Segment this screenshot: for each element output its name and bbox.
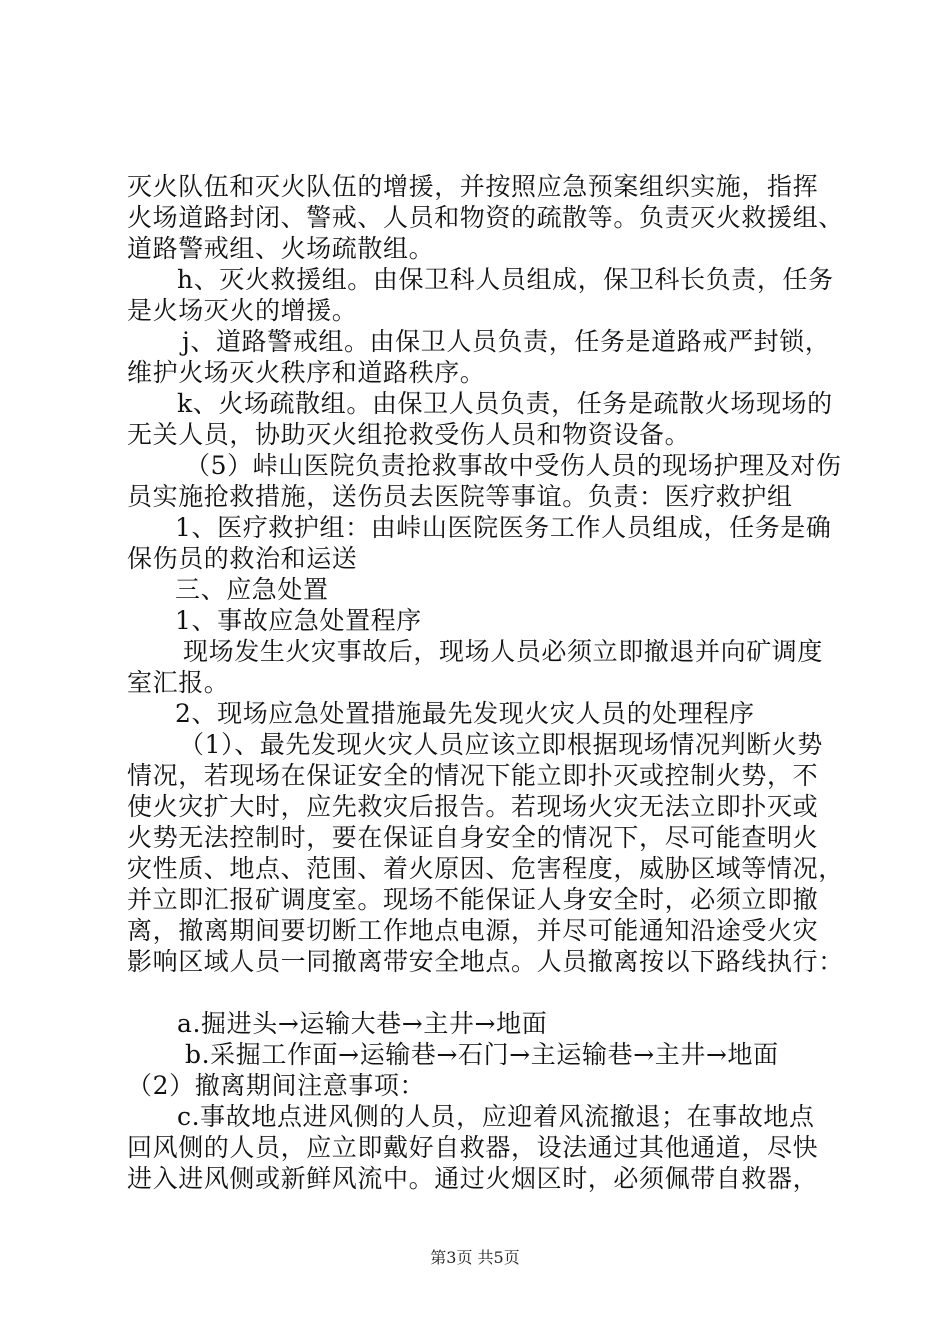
text-line: 1、事故应急处置程序 [175, 606, 422, 635]
text-line: 员实施抢救措施，送伤员去医院等事谊。负责：医疗救护组 [127, 482, 793, 511]
page-footer: 第3页 共5页 [430, 1248, 520, 1267]
text-line: 灾性质、地点、范围、着火原因、危害程度，威胁区域等情况， [127, 854, 844, 883]
text-line: 1、医疗救护组：由峠山医院医务工作人员组成，任务是确 [175, 513, 832, 542]
text-line: 维护火场灭火秩序和道路秩序。 [127, 358, 486, 387]
text-line: 使火灾扩大时，应先救灾后报告。若现场火灾无法立即扑灭或 [127, 792, 819, 821]
text-line: 无关人员，协助灭火组抢救受伤人员和物资设备。 [127, 420, 691, 449]
text-line: 火场道路封闭、警戒、人员和物资的疏散等。负责灭火救援组、 [127, 203, 844, 232]
text-line: 保伤员的救治和运送 [127, 544, 358, 573]
text-line [127, 977, 847, 1008]
text-line: 离，撤离期间要切断工作地点电源，并尽可能通知沿途受火灾 [127, 916, 819, 945]
text-line: （1）、最先发现火灾人员应该立即根据现场情况判断火势 [179, 730, 824, 759]
text-line: （5）峠山医院负责抢救事故中受伤人员的现场护理及对伤 [185, 451, 842, 480]
text-line: b.采掘工作面→运输巷→石门→主运输巷→主井→地面 [185, 1040, 779, 1069]
text-line: 进入进风侧或新鲜风流中。通过火烟区时，必须佩带自救器， [127, 1164, 819, 1193]
text-line: c.事故地点进风侧的人员，应迎着风流撤退；在事故地点 [177, 1102, 815, 1131]
text-line: 影响区域人员一同撤离带安全地点。人员撤离按以下路线执行： [127, 947, 844, 976]
text-line: 2、现场应急处置措施最先发现火灾人员的处理程序 [175, 699, 755, 728]
text-line: 并立即汇报矿调度室。现场不能保证人身安全时，必须立即撤 [127, 885, 819, 914]
text-line: k、火场疏散组。由保卫人员负责，任务是疏散火场现场的 [177, 389, 833, 418]
text-line: j、道路警戒组。由保卫人员负责，任务是道路戒严封锁， [182, 327, 831, 356]
text-line: 三、应急处置 [175, 575, 329, 604]
text-line: 回风侧的人员，应立即戴好自救器，设法通过其他通道，尽快 [127, 1133, 819, 1162]
text-line: 是火场灭火的增援。 [127, 296, 358, 325]
document-body [127, 171, 847, 1194]
text-line: 情况，若现场在保证安全的情况下能立即扑灭或控制火势，不 [127, 761, 819, 790]
text-line: 现场发生火灾事故后，现场人员必须立即撤退并向矿调度 [183, 637, 824, 666]
text-line: a.掘进头→运输大巷→主井→地面 [177, 1009, 548, 1038]
text-line: （2）撤离期间注意事项： [127, 1071, 426, 1100]
text-line: 灭火队伍和灭火队伍的增援，并按照应急预案组织实施，指挥 [127, 172, 819, 201]
text-line: 道路警戒组、火场疏散组。 [127, 234, 435, 263]
text-line: 室汇报。 [127, 668, 230, 697]
text-line: 火势无法控制时，要在保证自身安全的情况下，尽可能查明火 [127, 823, 819, 852]
text-line: h、灭火救援组。由保卫科人员组成，保卫科长负责，任务 [177, 265, 834, 294]
